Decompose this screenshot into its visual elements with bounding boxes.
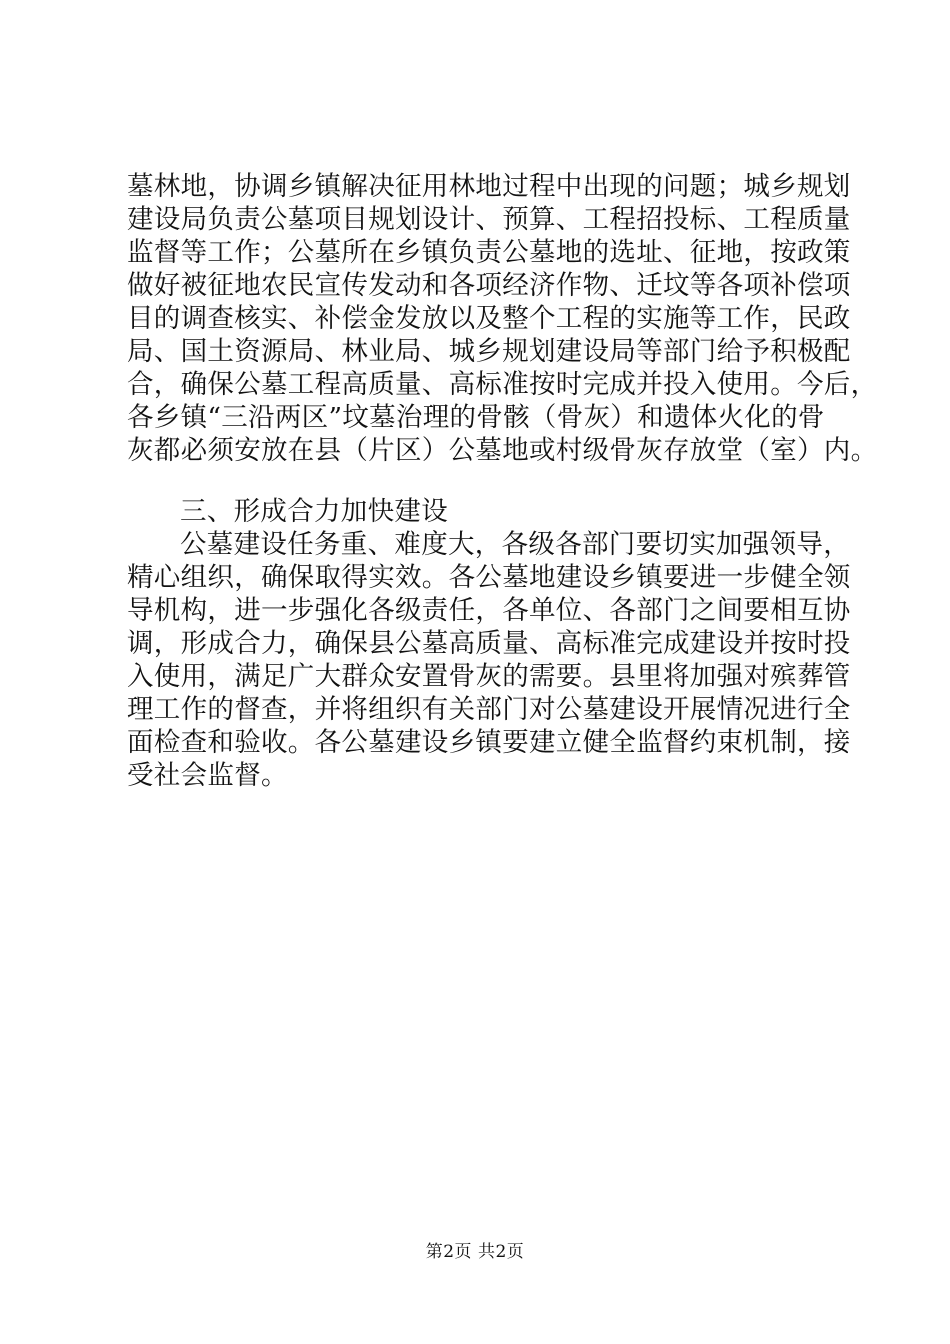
text-line: 理工作的督查，并将组织有关部门对公墓建设开展情况进行全 [127, 694, 851, 725]
text-line: 局、国土资源局、林业局、城乡规划建设局等部门给予积极配 [127, 336, 851, 367]
text-line: 调，形成合力，确保县公墓高质量、高标准完成建设并按时投 [127, 628, 851, 659]
text-line: 受社会监督。 [127, 760, 288, 791]
paragraph-spacer [127, 467, 827, 495]
text-line: 建设局负责公墓项目规划设计、预算、工程招投标、工程质量 [127, 204, 851, 235]
page-number-footer: 第2页 共2页 [425, 1242, 525, 1262]
text-line: 墓林地，协调乡镇解决征用林地过程中出现的问题；城乡规划 [127, 171, 851, 202]
text-line: 合，确保公墓工程高质量、高标准按时完成并投入使用。今后， [127, 369, 878, 400]
text-line: 做好被征地农民宣传发动和各项经济作物、迁坟等各项补偿项 [127, 270, 851, 301]
text-line: 监督等工作；公墓所在乡镇负责公墓地的选址、征地，按政策 [127, 237, 851, 268]
text-line: 公墓建设任务重、难度大，各级各部门要切实加强领导， [180, 529, 850, 560]
text-line: 灰都必须安放在县（片区）公墓地或村级骨灰存放堂（室）内。 [127, 435, 878, 466]
text-line: 导机构，进一步强化各级责任，各单位、各部门之间要相互协 [127, 595, 851, 626]
text-line: 入使用，满足广大群众安置骨灰的需要。县里将加强对殡葬管 [127, 661, 851, 692]
text-line: 各乡镇“三沿两区”坟墓治理的骨骸（骨灰）和遗体火化的骨 [127, 402, 825, 433]
document-body [127, 170, 878, 792]
section-heading: 三、形成合力加快建设 [180, 496, 448, 527]
text-line: 精心组织，确保取得实效。各公墓地建设乡镇要进一步健全领 [127, 562, 851, 593]
paragraph-responsibilities [127, 170, 878, 467]
text-line: 面检查和验收。各公墓建设乡镇要建立健全监督约束机制，接 [127, 727, 851, 758]
text-line: 目的调查核实、补偿金发放以及整个工程的实施等工作，民政 [127, 303, 851, 334]
paragraph-joint-effort [127, 528, 851, 792]
